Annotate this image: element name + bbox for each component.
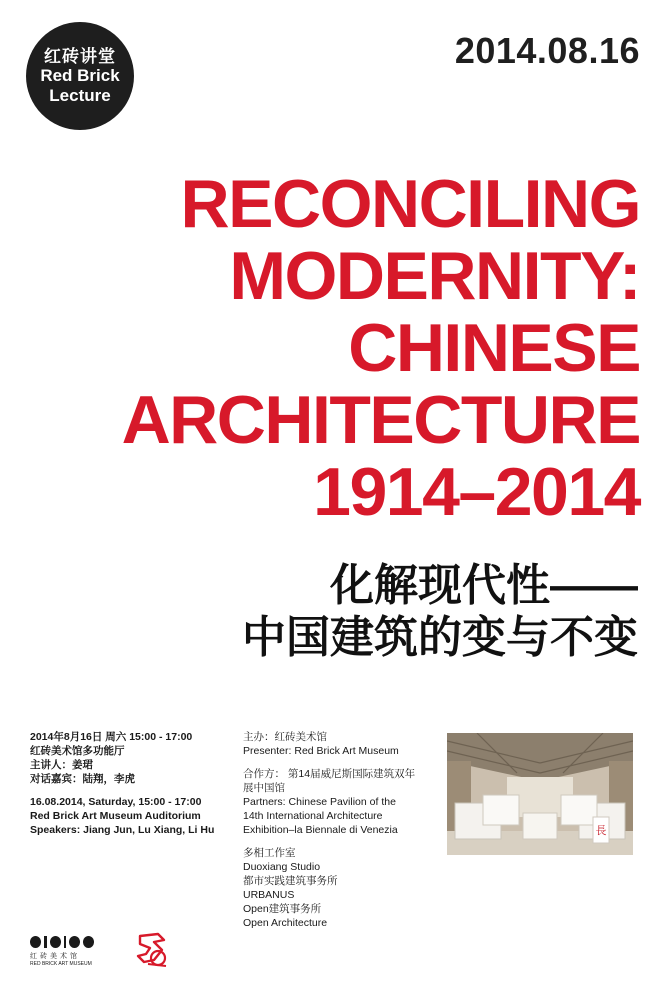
cn-presenter: 主办：红砖美术馆 xyxy=(243,731,327,743)
cn-speaker: 主讲人：姜珺 xyxy=(30,759,93,771)
cn-venue: 红砖美术馆多功能厅 xyxy=(30,745,125,757)
museum-logo-mark xyxy=(30,936,94,948)
en-partners-1: Partners: Chinese Pavilion of the xyxy=(243,796,396,808)
title-line-2: MODERNITY: xyxy=(229,238,640,314)
organizer-details xyxy=(243,730,433,930)
cn-partners-2: 展中国馆 xyxy=(243,782,285,794)
en-partners-3: Exhibition–la Biennale di Venezia xyxy=(243,824,398,836)
title-line-4: ARCHITECTURE xyxy=(121,382,640,458)
badge-en-line1: Red Brick xyxy=(40,66,120,86)
en-venue: Red Brick Art Museum Auditorium xyxy=(30,810,201,822)
museum-logo-en: RED BRICK ART MUSEUM xyxy=(30,961,92,967)
cn-title-line-1: 化解现代性—— xyxy=(330,561,638,610)
event-date: 2014.08.16 xyxy=(454,30,640,71)
title-line-5: 1914–2014 xyxy=(313,454,640,530)
photo-sign-char: 長 xyxy=(595,824,607,837)
chinese-title xyxy=(18,560,638,664)
cn-title-line-2: 中国建筑的变与不变 xyxy=(242,613,638,662)
studio-3: 都市实践建筑事务所 xyxy=(243,875,338,887)
en-partners-2: 14th International Architecture xyxy=(243,810,383,822)
main-title xyxy=(20,168,640,528)
en-time: 16.08.2014, Saturday, 15:00 - 17:00 xyxy=(30,796,202,808)
red-brick-lecture-badge xyxy=(26,22,134,130)
cn-partners-1: 合作方： 第14届威尼斯国际建筑双年 xyxy=(243,768,416,780)
studio-5: Open建筑事务所 xyxy=(243,903,322,915)
anniversary-logo-icon xyxy=(134,930,170,970)
cn-time: 2014年8月16日 周六 15:00 - 17:00 xyxy=(30,731,193,743)
badge-cn: 红砖讲堂 xyxy=(44,47,116,67)
studio-1: 多相工作室 xyxy=(243,847,296,859)
museum-logo-cn: 红砖美术馆 xyxy=(30,953,80,960)
pavilion-photo xyxy=(447,733,633,855)
en-presenter: Presenter: Red Brick Art Museum xyxy=(243,745,399,757)
badge-en-line2: Lecture xyxy=(49,85,111,105)
studio-6: Open Architecture xyxy=(243,917,328,929)
title-line-1: RECONCILING xyxy=(180,166,640,242)
studio-4: URBANUS xyxy=(243,889,295,901)
studio-2: Duoxiang Studio xyxy=(243,861,321,873)
pavilion-photo-illustration xyxy=(447,733,633,855)
title-line-3: CHINESE xyxy=(348,310,640,386)
red-brick-museum-logo xyxy=(30,936,94,976)
event-details xyxy=(30,730,230,837)
cn-guests: 对话嘉宾：陆翔，李虎 xyxy=(30,773,135,785)
en-speakers: Speakers: Jiang Jun, Lu Xiang, Li Hu xyxy=(30,824,215,836)
